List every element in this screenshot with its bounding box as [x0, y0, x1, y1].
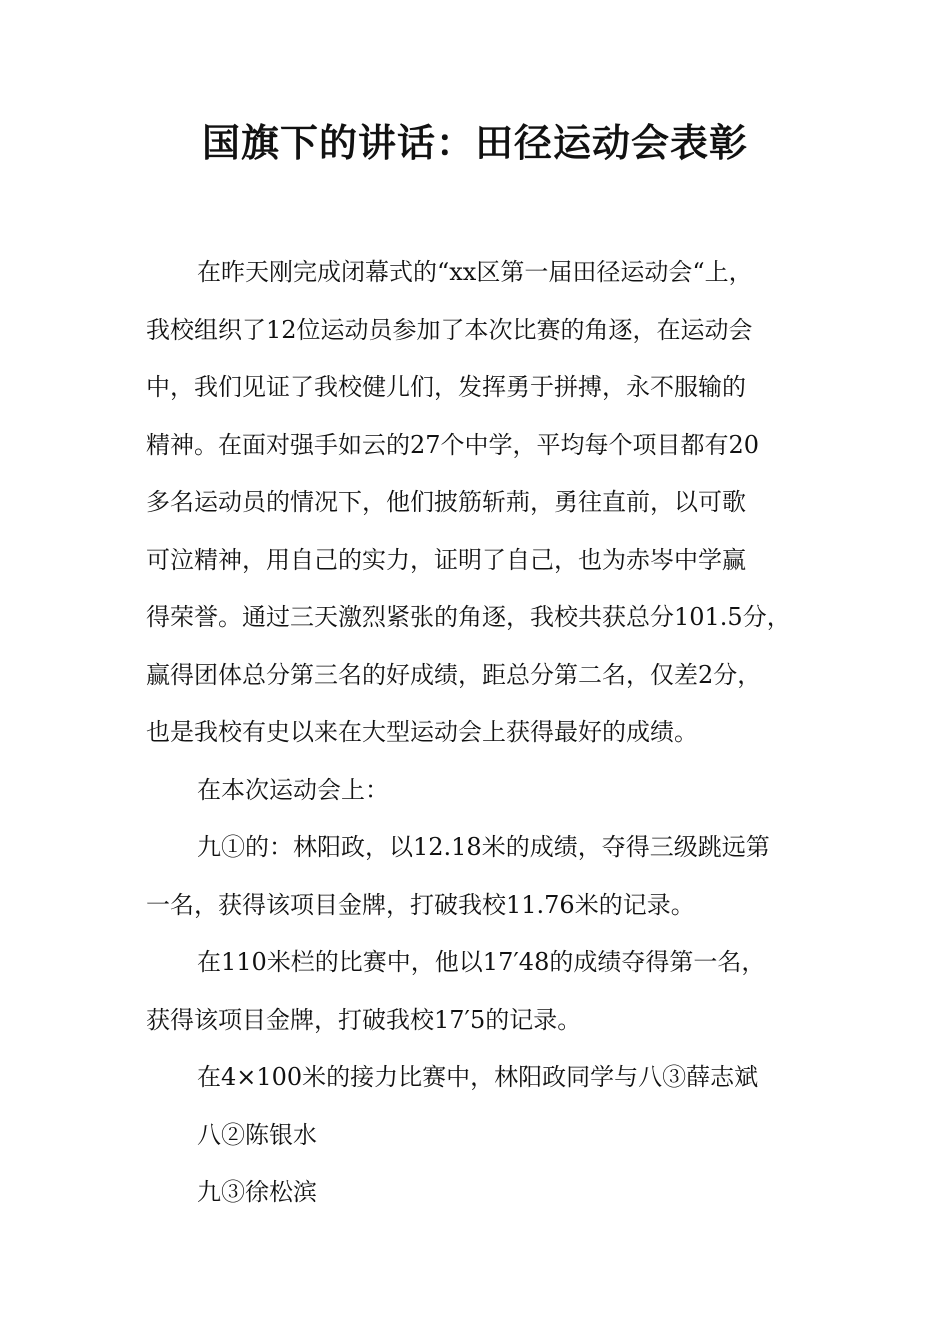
- document-body: [146, 244, 811, 1222]
- paragraph: [146, 244, 811, 762]
- text-line: 中，我们见证了我校健儿们，发挥勇于拼搏，永不服输的: [146, 373, 746, 401]
- text-line: 精神。在面对强手如云的27个中学，平均每个项目都有20: [146, 430, 760, 459]
- text-line: 在本次运动会上：: [197, 775, 389, 804]
- text-line: 在110米栏的比赛中，他以17′48的成绩夺得第一名，: [197, 948, 766, 976]
- paragraph: [146, 762, 811, 820]
- text-line: 赢得团体总分第三名的好成绩，距总分第二名，仅差2分，: [146, 660, 762, 689]
- text-line: 得荣誉。通过三天激烈紧张的角逐，我校共获总分101.5分，: [146, 603, 791, 631]
- text-line: 在4×100米的接力比赛中，林阳政同学与八③薛志斌: [197, 1063, 759, 1091]
- paragraph: [146, 934, 811, 1049]
- document-title: 国旗下的讲话：田径运动会表彰: [201, 120, 748, 165]
- text-line: 九③徐松滨: [197, 1178, 317, 1206]
- paragraph: [146, 819, 811, 934]
- text-line: 可泣精神，用自己的实力，证明了自己，也为赤岑中学赢: [146, 545, 746, 574]
- paragraph: [146, 1107, 811, 1165]
- text-line: 多名运动员的情况下，他们披筋斩荊，勇往直前，以可歌: [146, 488, 746, 516]
- text-line: 也是我校有史以来在大型运动会上获得最好的成绩。: [146, 718, 698, 746]
- paragraph: [146, 1049, 811, 1107]
- text-line: 九①的：林阳政，以12.18米的成绩，夺得三级跳远第: [197, 833, 770, 861]
- text-line: 一名，获得该项目金牌，打破我校11.76米的记录。: [146, 890, 695, 919]
- text-line: 我校组织了12位运动员参加了本次比赛的角逐，在运动会: [146, 315, 753, 344]
- text-line: 获得该项目金牌，打破我校17′5的记录。: [146, 1005, 582, 1034]
- text-line: 在昨天刚完成闭幕式的“xx区第一届田径运动会“上，: [197, 258, 753, 286]
- paragraph: [146, 1164, 811, 1222]
- text-line: 八②陈银水: [197, 1120, 317, 1149]
